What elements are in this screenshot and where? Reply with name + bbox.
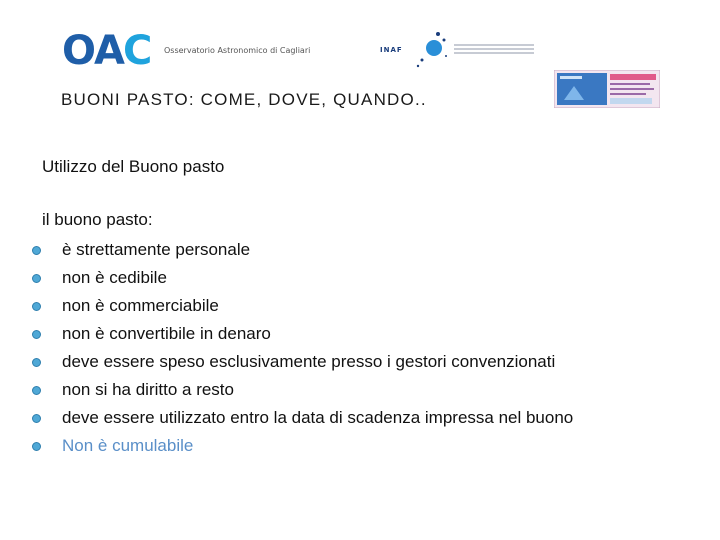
- list-item: [30, 294, 573, 322]
- oac-logo-letters: [62, 30, 150, 72]
- list-item-text: deve essere utilizzato entro la data di scadenza impressa nel buono: [62, 408, 574, 427]
- meal-voucher-image: [554, 70, 660, 108]
- list-item: [30, 350, 573, 378]
- bullet-icon: [32, 358, 41, 367]
- list-item-text: non è cedibile: [62, 268, 167, 287]
- inaf-star-icon: [414, 30, 448, 68]
- list-item-text: non è commerciabile: [62, 296, 219, 315]
- oac-logo-letter-o: O: [62, 28, 95, 74]
- list-item: [30, 238, 573, 266]
- oac-logo-letter-a: A: [94, 28, 123, 74]
- list-item-text: non si ha diritto a resto: [62, 380, 234, 399]
- bullet-icon: [32, 442, 41, 451]
- inaf-logo-subtext: [454, 44, 534, 56]
- rules-list: [30, 238, 573, 462]
- oac-logo-name: Osservatorio Astronomico di Cagliari: [164, 46, 311, 55]
- bullet-icon: [32, 330, 41, 339]
- slide-title: BUONI PASTO: COME, DOVE, QUANDO..: [61, 90, 427, 109]
- list-item-text: Non è cumulabile: [62, 436, 194, 455]
- oac-logo-letter-c: C: [122, 28, 151, 74]
- list-item: [30, 406, 573, 434]
- inaf-logo: [378, 30, 538, 70]
- bullet-icon: [32, 302, 41, 311]
- list-item: [30, 378, 573, 406]
- list-item: [30, 266, 573, 294]
- bullet-icon: [32, 386, 41, 395]
- intro-text: il buono pasto:: [42, 210, 153, 229]
- oac-logo: [62, 28, 311, 74]
- list-item: [30, 434, 573, 462]
- list-item-text: deve essere speso esclusivamente presso i gestori convenzionati: [62, 352, 556, 371]
- list-item-text: non è convertibile in denaro: [62, 324, 271, 343]
- bullet-icon: [32, 274, 41, 283]
- list-item-text: è strettamente personale: [62, 240, 251, 259]
- list-item: [30, 322, 573, 350]
- section-subtitle: Utilizzo del Buono pasto: [42, 157, 225, 176]
- bullet-icon: [32, 246, 41, 255]
- bullet-icon: [32, 414, 41, 423]
- inaf-logo-text: INAF: [380, 46, 403, 54]
